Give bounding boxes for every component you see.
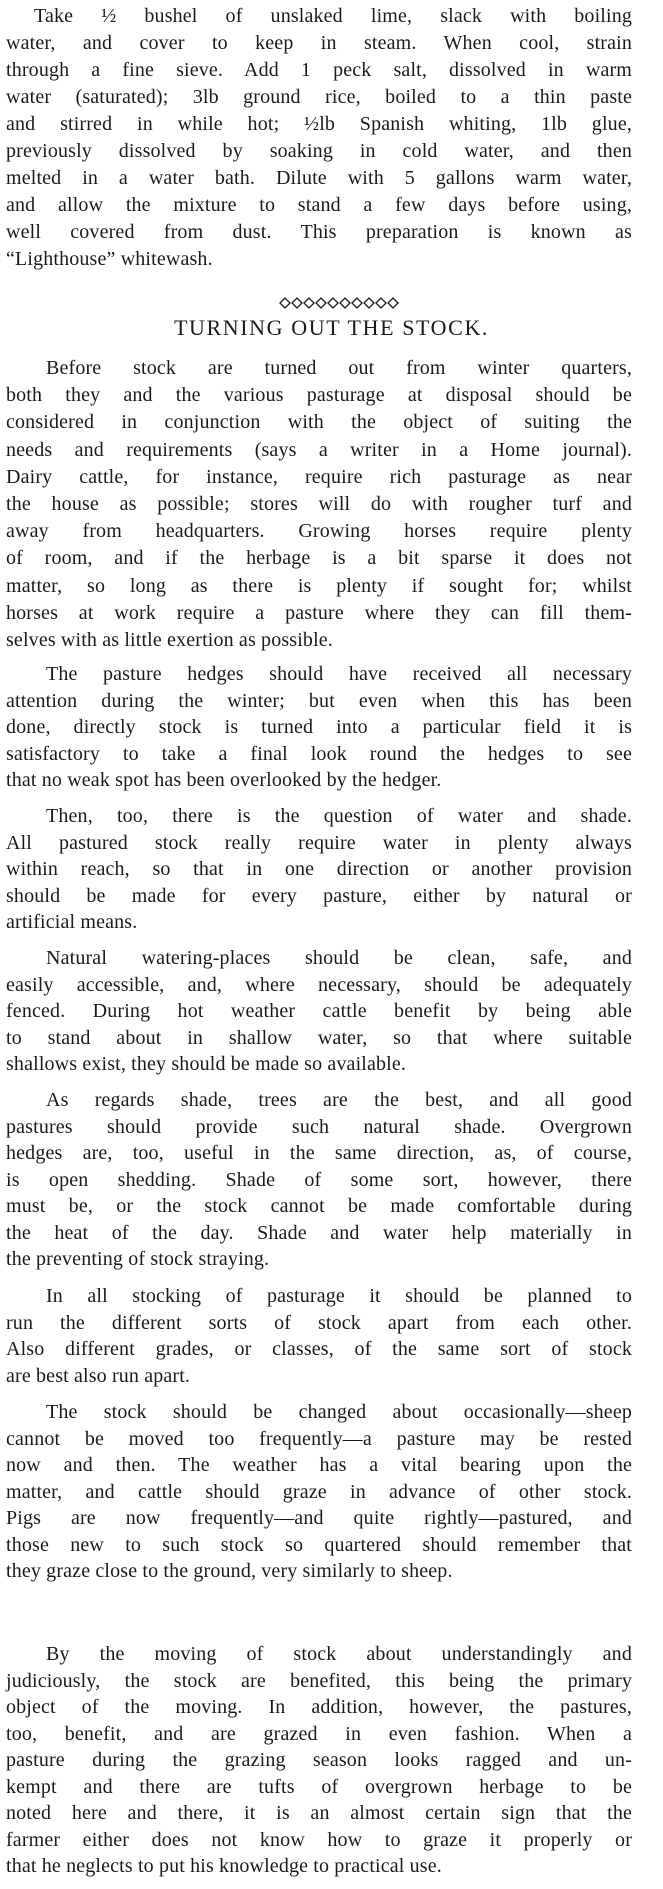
- text-line: to stand about in shallow water, so that where suitable: [6, 1026, 632, 1049]
- text-line: and allow the mixture to stand a few days before using,: [6, 194, 632, 216]
- text-line: pasture during the grazing season looks ragged and un-: [6, 1749, 632, 1771]
- text-line: of room, and if the herbage is a bit sparse it does not: [6, 547, 632, 570]
- text-line: The pasture hedges should have received all necessary: [46, 663, 632, 685]
- text-line: Dairy cattle, for instance, require rich pasturage as near: [6, 465, 632, 488]
- text-line: the house as possible; stores will do with rougher turf and: [6, 493, 632, 515]
- text-line: “Lighthouse” whitewash.: [6, 248, 213, 270]
- text-line: away from headquarters. Growing horses require plenty: [6, 520, 632, 543]
- text-line: those new to such stock so quartered should remember that: [6, 1533, 632, 1556]
- text-line: the preventing of stock straying.: [6, 1248, 270, 1270]
- text-line: judiciously, the stock are benefited, this being the primary: [6, 1669, 632, 1692]
- text-line: artificial means.: [6, 911, 138, 933]
- text-line: Natural watering-places should be clean, safe, and: [46, 947, 632, 969]
- text-line: they graze close to the ground, very similarly to sheep.: [6, 1560, 453, 1582]
- text-line: horses at work require a pasture where they can fill them-: [6, 601, 632, 624]
- text-line: The stock should be changed about occasionally—sheep: [46, 1401, 632, 1423]
- text-line: fenced. During hot weather cattle benefit by being able: [6, 1000, 632, 1022]
- text-line: Then, too, there is the question of water and shade.: [46, 805, 632, 827]
- text-line: attention during the winter; but even when this has been: [6, 689, 632, 712]
- text-line: too, benefit, and are grazed in even fashion. When a: [6, 1722, 632, 1745]
- text-line: Pigs are now frequently—and quite rightly—pastured, and: [6, 1507, 632, 1529]
- ornamental-divider: [278, 296, 402, 310]
- text-line: the heat of the day. Shade and water help materially in: [6, 1221, 632, 1244]
- text-line: farmer either does not know how to graze it properly or: [6, 1828, 632, 1851]
- text-line: must be, or the stock cannot be made comfortable during: [6, 1195, 632, 1217]
- text-line: All pastured stock really require water in plenty always: [6, 831, 632, 854]
- text-line: that no weak spot has been overlooked by the hedger.: [6, 769, 442, 791]
- text-line: and stirred in while hot; ½lb Spanish whiting, 1lb glue,: [6, 113, 632, 135]
- text-line: matter, and cattle should graze in advance of other stock.: [6, 1480, 632, 1503]
- text-line: melted in a water bath. Dilute with 5 gallons warm water,: [6, 167, 632, 189]
- text-line: easily accessible, and, where necessary, should be adequately: [6, 973, 632, 996]
- text-line: done, directly stock is turned into a particular field it is: [6, 716, 632, 738]
- text-line: Before stock are turned out from winter quarters,: [46, 357, 632, 379]
- text-line: are best also run apart.: [6, 1364, 191, 1387]
- text-line: selves with as little exertion as possible.: [6, 629, 333, 651]
- text-line: run the different sorts of stock apart from each other.: [6, 1311, 632, 1334]
- text-line: through a fine sieve. Add 1 peck salt, dissolved in warm: [6, 59, 632, 81]
- text-line: within reach, so that in one direction or another provision: [6, 858, 632, 880]
- text-line: well covered from dust. This preparation is known as: [6, 221, 632, 243]
- text-line: By the moving of stock about understandingly and: [46, 1643, 632, 1665]
- text-line: kempt and there are tufts of overgrown herbage to be: [6, 1775, 632, 1798]
- text-line: object of the moving. In addition, however, the pastures,: [6, 1696, 632, 1718]
- text-line: Take ½ bushel of unslaked lime, slack with boiling: [34, 5, 632, 27]
- text-line: should be made for every pasture, either by natural or: [6, 884, 632, 907]
- text-line: Also different grades, or classes, of the same sort of stock: [6, 1338, 632, 1360]
- text-line: considered in conjunction with the object of suiting the: [6, 411, 632, 434]
- text-line: pastures should provide such natural shade. Overgrown: [6, 1115, 632, 1138]
- text-line: now and then. The weather has a vital bearing upon the: [6, 1454, 632, 1476]
- diamond-row-icon: [278, 296, 402, 310]
- text-line: noted here and there, it is an almost certain sign that the: [6, 1802, 632, 1824]
- text-line: matter, so long as there is plenty if sought for; whilst: [6, 574, 632, 597]
- text-line: is open shedding. Shade of some sort, however, there: [6, 1168, 632, 1191]
- article-heading: TURNING OUT THE STOCK.: [173, 315, 490, 340]
- text-line: needs and requirements (says a writer in a Home journal).: [6, 438, 632, 461]
- text-line: satisfactory to take a final look round the hedges to see: [6, 742, 632, 765]
- text-line: that he neglects to put his knowledge to practical use.: [6, 1855, 442, 1877]
- text-line: water, and cover to keep in steam. When cool, strain: [6, 32, 632, 54]
- text-line: shallows exist, they should be made so available.: [6, 1053, 407, 1075]
- text-line: previously dissolved by soaking in cold water, and then: [6, 140, 632, 162]
- text-line: hedges are, too, useful in the same direction, as, of course,: [6, 1142, 632, 1164]
- text-line: both they and the various pasturage at disposal should be: [6, 384, 632, 407]
- text-line: water (saturated); 3lb ground rice, boiled to a thin paste: [6, 86, 632, 108]
- text-line: As regards shade, trees are the best, and all good: [46, 1089, 632, 1111]
- text-line: cannot be moved too frequently—a pasture may be rested: [6, 1427, 632, 1450]
- text-line: In all stocking of pasturage it should be planned to: [46, 1285, 632, 1307]
